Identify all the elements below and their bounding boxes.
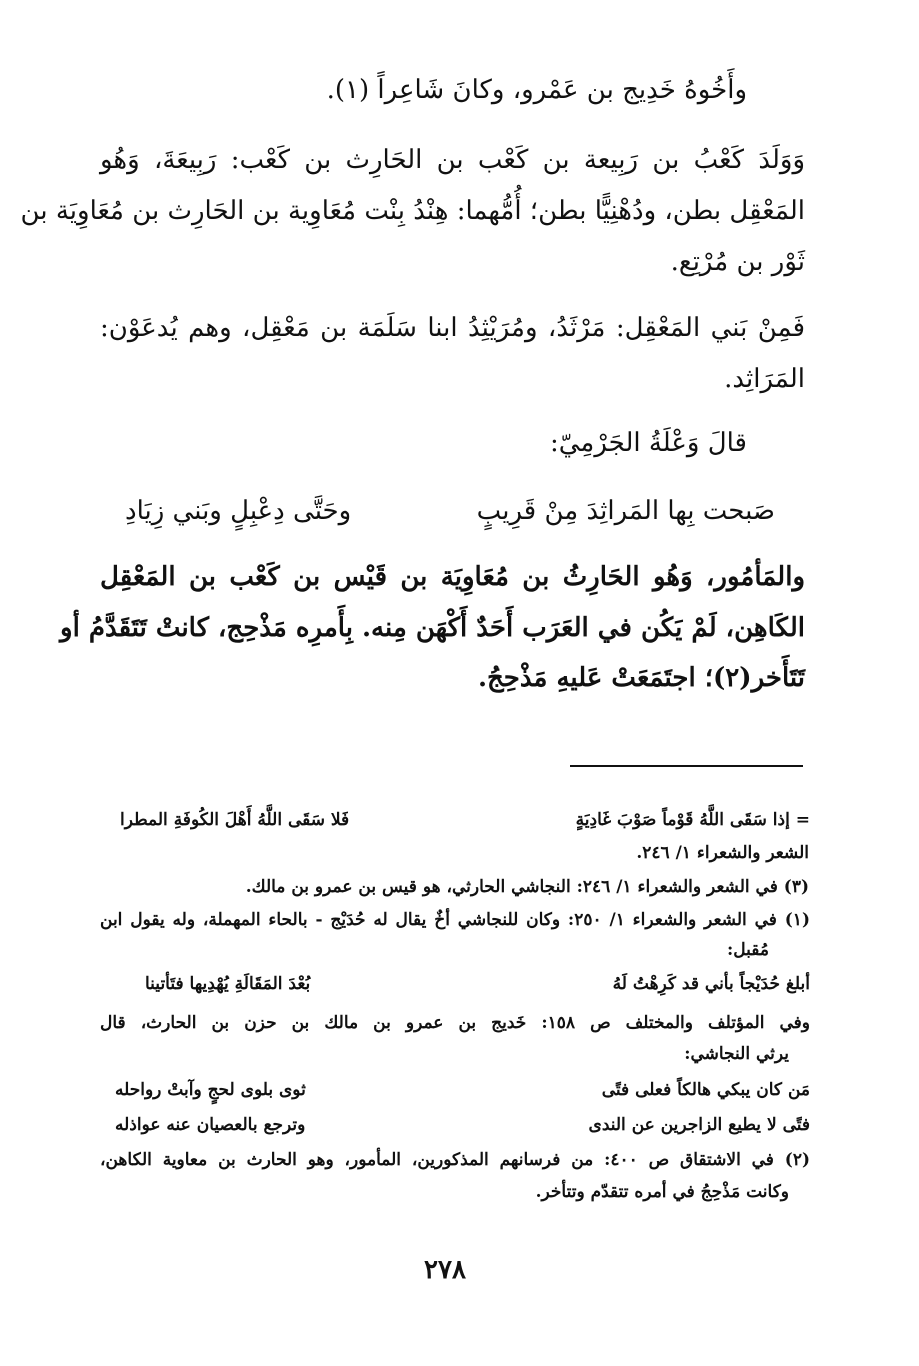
footnote-verse-2 <box>145 974 810 994</box>
footnote-1-line-4: يرثي النجاشي: <box>684 1044 789 1064</box>
footnote-verse-3-h1: مَن كان يبكي هالكاً فعلى فتًى <box>601 1080 810 1100</box>
body-line-1: وأَخُوهُ خَدِيج بن عَمْرو، وكانَ شَاعِراً (١). <box>326 75 747 105</box>
footnote-1-line-3: وفي المؤتلف والمختلف ص ١٥٨: خَديج بن عمرو بن مالك بن حزن بن الحارث، قال <box>100 1013 810 1033</box>
footnote-verse-4-h2: وترجع بالعصيان عنه عواذله <box>115 1115 306 1135</box>
verse-hemistich-2: وحَتَّى دِعْبِلٍ وبَني زِيَادِ <box>125 496 352 526</box>
body-line-3: المَعْقِل بطن، ودُهْنِيًّا بطن؛ أُمُّهما: هِنْدُ بِنْت مُعَاوِية بن الحَارِث بن مُعَاوِيَة بن <box>20 196 805 226</box>
footnote-verse-4 <box>115 1115 810 1135</box>
body-line-10: تَتَأَخر(٢)؛ اجتَمَعَتْ عَليهِ مَذْحِجُ. <box>477 663 805 693</box>
body-line-6: المَرَاثِد. <box>724 364 805 394</box>
verse-hemistich-1: صَبحت بِها المَراثِدَ مِنْ قَرِيبٍ <box>476 496 775 526</box>
footnote-source-1: الشعر والشعراء ١/ ٢٤٦. <box>636 843 809 863</box>
footnote-divider <box>570 765 803 767</box>
footnote-verse-4-h1: فتًى لا يطيع الزاجرين عن الندى <box>588 1115 810 1135</box>
footnote-verse-1 <box>120 810 810 830</box>
footnote-1-line-2: مُقبل: <box>727 940 769 960</box>
body-line-9: الكَاهِن، لَمْ يَكُن في العَرَب أَحَدٌ أَكْهَن مِنه. بِأَمرِه مَذْحِج، كانتْ تَتَقَدَّمُ أو <box>60 613 805 643</box>
footnote-verse-3-h2: ثوى بلوى لحجٍ وآبتْ رواحله <box>115 1080 306 1100</box>
body-line-7: قالَ وَعْلَةُ الجَرْمِيّ: <box>549 428 747 458</box>
body-line-5: فَمِنْ بَني المَعْقِل: مَرْثَدُ، ومُرَيْثِدُ ابنا سَلَمَة بن مَعْقِل، وهم يُدعَوْن: <box>100 313 805 343</box>
page-number: ٢٧٨ <box>424 1255 466 1285</box>
footnote-3: (٣) في الشعر والشعراء ١/ ٢٤٦: النجاشي الحارثي، هو قيس بن عمرو بن مالك. <box>245 877 809 897</box>
footnote-verse-1-h1: = إذا سَقَى اللَّهُ قَوْماً صَوْبَ غَادِيَةٍ <box>575 810 810 830</box>
footnote-2-line-1: (٢) في الاشتقاق ص ٤٠٠: من فرسانهم المذكورين، المأمور، وهو الحارث بن معاوية الكاهن، <box>100 1150 810 1170</box>
footnote-2-line-2: وكانت مَذْحِجُ في أمره تتقدّم وتتأخر. <box>535 1182 789 1202</box>
footnote-verse-3 <box>115 1080 810 1100</box>
footnote-verse-2-h1: أبلغ حُدَيْجاً بأني قد كَرِهْتُ لَهُ <box>612 974 810 994</box>
body-line-8: والمَأمُور، وَهُو الحَارِثُ بن مُعَاوِيَة بن قَيْس بن كَعْب بن المَعْقِل <box>100 562 805 592</box>
footnote-1-line-1: (١) في الشعر والشعراء ١/ ٢٥٠: وكان للنجاشي أخٌ يقال له حُدَيْج - بالحاء المهملة، وله يقول ابن <box>100 910 810 930</box>
poem-verse <box>125 496 775 526</box>
body-line-4: ثَوْر بن مُرْتِع. <box>670 247 805 277</box>
footnote-verse-2-h2: بُعْدَ المَقَالَةِ يُهْدِيها فتَأتينا <box>145 974 311 994</box>
body-line-2: وَوَلَدَ كَعْبُ بن رَبِيعة بن كَعْب بن الحَارِث بن كَعْب: رَبِيعَةَ، وَهُو <box>100 145 805 175</box>
footnote-verse-1-h2: فَلا سَقَى اللَّهُ أَهْلَ الكُوفَةِ المطرا <box>120 810 350 830</box>
